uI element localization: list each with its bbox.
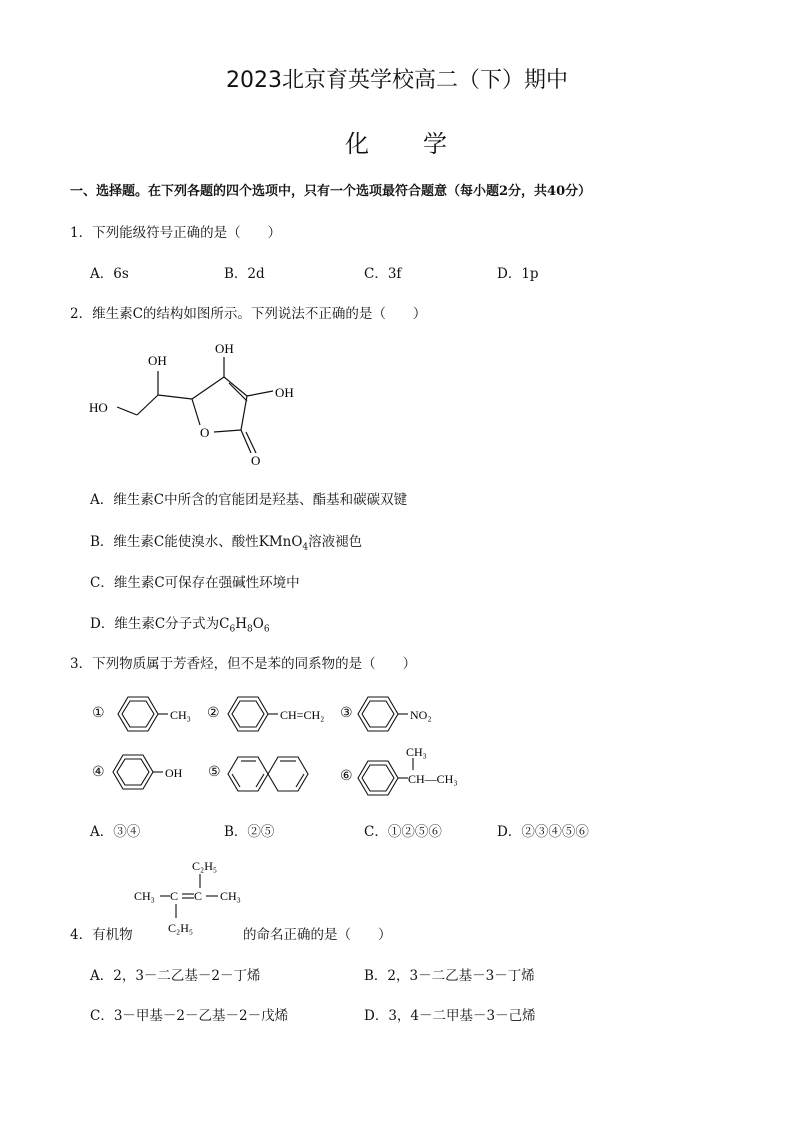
compound-2-number: ② [207, 705, 220, 721]
subject-title [0, 124, 794, 159]
q1-option-b: B．2d [224, 266, 265, 282]
q4-option-b: B．2，3－二乙基－3－丁烯 [364, 968, 535, 984]
q3-stem: 3．下列物质属于芳香烃，但不是苯的同系物的是（ ） [70, 656, 417, 672]
q4-ethyl-bottom: C₂H₅ [168, 921, 194, 935]
compound-1-substituent: CH₃ [170, 708, 191, 722]
page-title: 2023北京育英学校高二（下）期中 [226, 68, 568, 93]
vitc-ring-oxygen: O [200, 425, 210, 440]
q1-option-c: C．3f [364, 266, 402, 282]
section-heading: 一、选择题。在下列各题的四个选项中，只有一个选项最符合题意（每小题2分，共40分） [70, 184, 592, 199]
vitc-oh-2: OH [215, 341, 234, 356]
compound-4-substituent: OH [165, 766, 183, 780]
q3-option-b: B．②⑤ [224, 824, 275, 840]
compound-5-number: ⑤ [208, 764, 221, 780]
compound-1-number: ① [92, 705, 105, 721]
q4-stem-pre: 4．有机物 [70, 927, 133, 943]
q4-structure [130, 856, 260, 936]
q4-ch3-right: CH₃ [220, 889, 241, 903]
q2-option-b: B．维生素C能使溴水、酸性KMnO$_4$溶液褪色 [90, 534, 363, 553]
compound-6-top: CH₃ [406, 745, 427, 759]
vitamin-c-structure [85, 335, 315, 475]
q2-option-a: A．维生素C中所含的官能团是羟基、酯基和碳碳双键 [90, 492, 408, 508]
vitc-carbonyl-oxygen: O [251, 453, 261, 468]
q4-ch3-left: CH₃ [134, 889, 155, 903]
q2-option-d: D．维生素C分子式为$C_6H_8O_6$ [90, 616, 270, 635]
compound-6-chain: CH—CH₃ [408, 772, 458, 786]
q3-option-d: D．②③④⑤⑥ [497, 824, 589, 840]
vitc-oh-1: OH [148, 353, 167, 368]
q3-compounds [88, 688, 468, 808]
q1-option-d: D．1p [497, 266, 539, 282]
compound-6-number: ⑥ [340, 768, 353, 784]
subject-right: 学 [423, 130, 449, 158]
compound-3-substituent: NO₂ [410, 708, 432, 722]
q1-option-a: A．6s [90, 266, 129, 282]
q4-stem-post: 的命名正确的是（ ） [243, 927, 392, 943]
q3-option-c: C．①②⑤⑥ [364, 824, 442, 840]
compound-4-number: ④ [92, 764, 105, 780]
vitc-oh-3: OH [275, 385, 294, 400]
q1-stem: 1．下列能级符号正确的是（ ） [70, 225, 282, 241]
compound-2-substituent: CH=CH₂ [280, 708, 325, 722]
compound-3-number: ③ [340, 705, 353, 721]
subject-left: 化 [345, 130, 371, 158]
q4-option-d: D．3，4－二甲基－3－己烯 [364, 1008, 536, 1024]
q3-option-a: A．③④ [90, 824, 141, 840]
q4-ethyl-top: C₂H₅ [192, 859, 218, 873]
q2-option-c: C．维生素C可保存在强碱性环境中 [90, 575, 300, 591]
q4-c-right: C [194, 889, 203, 903]
q2-stem: 2．维生素C的结构如图所示。下列说法不正确的是（ ） [70, 306, 427, 322]
vitc-ho: HO [89, 400, 108, 415]
q4-option-c: C．3－甲基－2－乙基－2－戊烯 [90, 1008, 289, 1024]
q4-option-a: A．2，3－二乙基－2－丁烯 [90, 968, 261, 984]
q4-c-left: C [170, 889, 179, 903]
